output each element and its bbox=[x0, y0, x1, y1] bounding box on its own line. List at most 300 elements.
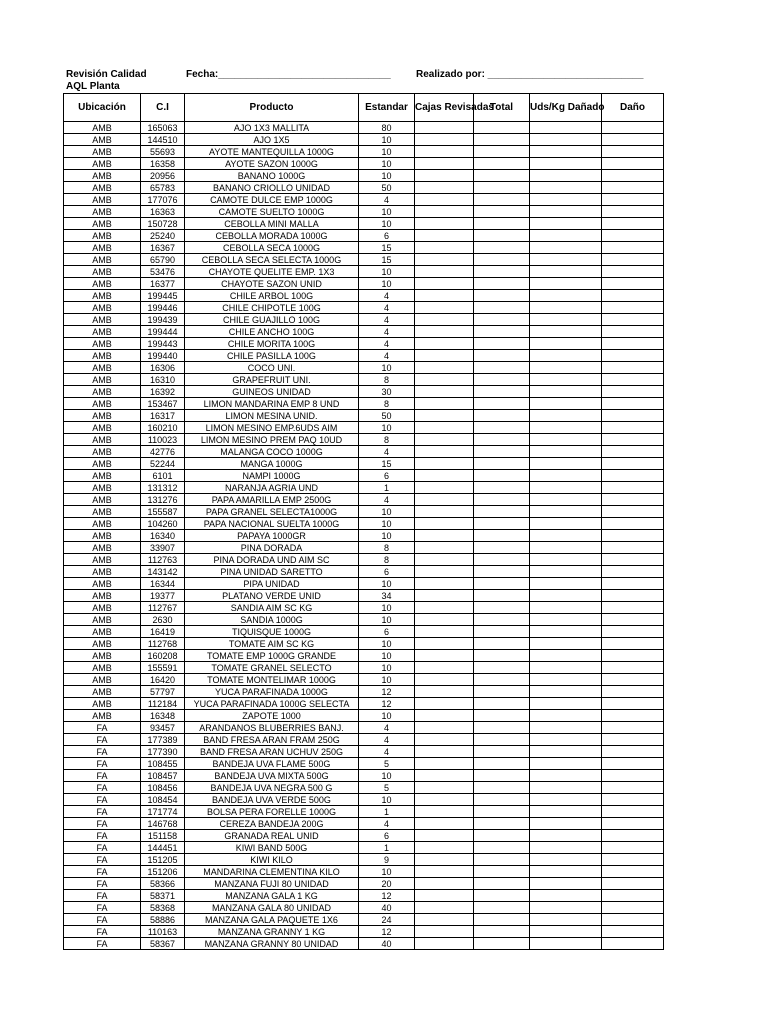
cell-dano[interactable] bbox=[602, 194, 664, 206]
cell-uds-danado[interactable] bbox=[530, 458, 602, 470]
cell-estandar: 80 bbox=[359, 122, 415, 134]
cell-uds-danado[interactable] bbox=[530, 446, 602, 458]
cell-uds-danado[interactable] bbox=[530, 422, 602, 434]
cell-total[interactable] bbox=[474, 206, 530, 218]
cell-total[interactable] bbox=[474, 266, 530, 278]
cell-cajas-revisadas[interactable] bbox=[415, 722, 474, 734]
cell-uds-danado[interactable] bbox=[530, 170, 602, 182]
cell-cajas-revisadas[interactable] bbox=[415, 770, 474, 782]
cell-uds-danado[interactable] bbox=[530, 914, 602, 926]
cell-cajas-revisadas[interactable] bbox=[415, 806, 474, 818]
cell-uds-danado[interactable] bbox=[530, 698, 602, 710]
cell-total[interactable] bbox=[474, 650, 530, 662]
cell-cajas-revisadas[interactable] bbox=[415, 782, 474, 794]
cell-total[interactable] bbox=[474, 614, 530, 626]
cell-producto: MANZANA FUJI 80 UNIDAD bbox=[185, 878, 359, 890]
cell-dano[interactable] bbox=[602, 794, 664, 806]
cell-dano[interactable] bbox=[602, 902, 664, 914]
cell-dano[interactable] bbox=[602, 554, 664, 566]
cell-total[interactable] bbox=[474, 854, 530, 866]
cell-dano[interactable] bbox=[602, 266, 664, 278]
cell-uds-danado[interactable] bbox=[530, 302, 602, 314]
cell-uds-danado[interactable] bbox=[530, 602, 602, 614]
cell-dano[interactable] bbox=[602, 482, 664, 494]
cell-producto: MANDARINA CLEMENTINA KILO bbox=[185, 866, 359, 878]
cell-uds-danado[interactable] bbox=[530, 926, 602, 938]
cell-uds-danado[interactable] bbox=[530, 710, 602, 722]
cell-uds-danado[interactable] bbox=[530, 770, 602, 782]
cell-estandar: 10 bbox=[359, 158, 415, 170]
cell-total[interactable] bbox=[474, 890, 530, 902]
cell-uds-danado[interactable] bbox=[530, 290, 602, 302]
table-row bbox=[64, 890, 664, 902]
cell-uds-danado[interactable] bbox=[530, 398, 602, 410]
cell-uds-danado[interactable] bbox=[530, 314, 602, 326]
cell-uds-danado[interactable] bbox=[530, 830, 602, 842]
cell-cajas-revisadas[interactable] bbox=[415, 698, 474, 710]
cell-dano[interactable] bbox=[602, 518, 664, 530]
cell-cajas-revisadas[interactable] bbox=[415, 326, 474, 338]
cell-cajas-revisadas[interactable] bbox=[415, 506, 474, 518]
cell-dano[interactable] bbox=[602, 590, 664, 602]
cell-total[interactable] bbox=[474, 182, 530, 194]
table-header-row bbox=[64, 94, 664, 122]
cell-dano[interactable] bbox=[602, 434, 664, 446]
cell-uds-danado[interactable] bbox=[530, 782, 602, 794]
cell-total[interactable] bbox=[474, 350, 530, 362]
cell-dano[interactable] bbox=[602, 506, 664, 518]
cell-uds-danado[interactable] bbox=[530, 866, 602, 878]
cell-ubicacion: AMB bbox=[64, 266, 141, 278]
cell-cajas-revisadas[interactable] bbox=[415, 674, 474, 686]
cell-dano[interactable] bbox=[602, 926, 664, 938]
cell-uds-danado[interactable] bbox=[530, 662, 602, 674]
cell-uds-danado[interactable] bbox=[530, 362, 602, 374]
cell-dano[interactable] bbox=[602, 218, 664, 230]
cell-cajas-revisadas[interactable] bbox=[415, 230, 474, 242]
cell-dano[interactable] bbox=[602, 122, 664, 134]
cell-uds-danado[interactable] bbox=[530, 518, 602, 530]
cell-uds-danado[interactable] bbox=[530, 638, 602, 650]
cell-total[interactable] bbox=[474, 134, 530, 146]
cell-total[interactable] bbox=[474, 506, 530, 518]
cell-total[interactable] bbox=[474, 122, 530, 134]
cell-cajas-revisadas[interactable] bbox=[415, 614, 474, 626]
cell-cajas-revisadas[interactable] bbox=[415, 434, 474, 446]
cell-dano[interactable] bbox=[602, 362, 664, 374]
cell-dano[interactable] bbox=[602, 314, 664, 326]
cell-cajas-revisadas[interactable] bbox=[415, 206, 474, 218]
cell-dano[interactable] bbox=[602, 290, 664, 302]
cell-dano[interactable] bbox=[602, 734, 664, 746]
cell-total[interactable] bbox=[474, 770, 530, 782]
cell-cajas-revisadas[interactable] bbox=[415, 794, 474, 806]
cell-uds-danado[interactable] bbox=[530, 734, 602, 746]
cell-uds-danado[interactable] bbox=[530, 854, 602, 866]
cell-dano[interactable] bbox=[602, 626, 664, 638]
cell-total[interactable] bbox=[474, 686, 530, 698]
cell-dano[interactable] bbox=[602, 650, 664, 662]
cell-total[interactable] bbox=[474, 578, 530, 590]
cell-total[interactable] bbox=[474, 554, 530, 566]
cell-total[interactable] bbox=[474, 902, 530, 914]
cell-cajas-revisadas[interactable] bbox=[415, 926, 474, 938]
cell-dano[interactable] bbox=[602, 770, 664, 782]
cell-dano[interactable] bbox=[602, 698, 664, 710]
cell-dano[interactable] bbox=[602, 662, 664, 674]
cell-total[interactable] bbox=[474, 314, 530, 326]
cell-dano[interactable] bbox=[602, 242, 664, 254]
cell-uds-danado[interactable] bbox=[530, 938, 602, 950]
cell-total[interactable] bbox=[474, 230, 530, 242]
cell-cajas-revisadas[interactable] bbox=[415, 710, 474, 722]
cell-cajas-revisadas[interactable] bbox=[415, 482, 474, 494]
cell-uds-danado[interactable] bbox=[530, 686, 602, 698]
cell-total[interactable] bbox=[474, 290, 530, 302]
cell-uds-danado[interactable] bbox=[530, 338, 602, 350]
cell-uds-danado[interactable] bbox=[530, 470, 602, 482]
cell-cajas-revisadas[interactable] bbox=[415, 566, 474, 578]
cell-cajas-revisadas[interactable] bbox=[415, 158, 474, 170]
cell-uds-danado[interactable] bbox=[530, 230, 602, 242]
cell-producto: AJO 1X3 MALLITA bbox=[185, 122, 359, 134]
cell-total[interactable] bbox=[474, 806, 530, 818]
cell-total[interactable] bbox=[474, 842, 530, 854]
cell-uds-danado[interactable] bbox=[530, 674, 602, 686]
cell-cajas-revisadas[interactable] bbox=[415, 818, 474, 830]
cell-cajas-revisadas[interactable] bbox=[415, 854, 474, 866]
cell-total[interactable] bbox=[474, 734, 530, 746]
cell-total[interactable] bbox=[474, 590, 530, 602]
cell-dano[interactable] bbox=[602, 782, 664, 794]
cell-ubicacion: FA bbox=[64, 758, 141, 770]
cell-uds-danado[interactable] bbox=[530, 794, 602, 806]
cell-cajas-revisadas[interactable] bbox=[415, 578, 474, 590]
cell-uds-danado[interactable] bbox=[530, 326, 602, 338]
cell-uds-danado[interactable] bbox=[530, 746, 602, 758]
cell-dano[interactable] bbox=[602, 878, 664, 890]
cell-uds-danado[interactable] bbox=[530, 182, 602, 194]
cell-dano[interactable] bbox=[602, 758, 664, 770]
cell-dano[interactable] bbox=[602, 458, 664, 470]
cell-dano[interactable] bbox=[602, 494, 664, 506]
cell-dano[interactable] bbox=[602, 914, 664, 926]
cell-dano[interactable] bbox=[602, 542, 664, 554]
cell-total[interactable] bbox=[474, 566, 530, 578]
cell-dano[interactable] bbox=[602, 602, 664, 614]
cell-total[interactable] bbox=[474, 938, 530, 950]
cell-ci: 155587 bbox=[141, 506, 185, 518]
cell-total[interactable] bbox=[474, 746, 530, 758]
cell-uds-danado[interactable] bbox=[530, 386, 602, 398]
cell-cajas-revisadas[interactable] bbox=[415, 866, 474, 878]
cell-dano[interactable] bbox=[602, 830, 664, 842]
cell-dano[interactable] bbox=[602, 530, 664, 542]
cell-cajas-revisadas[interactable] bbox=[415, 650, 474, 662]
cell-total[interactable] bbox=[474, 830, 530, 842]
cell-total[interactable] bbox=[474, 446, 530, 458]
cell-cajas-revisadas[interactable] bbox=[415, 554, 474, 566]
cell-dano[interactable] bbox=[602, 146, 664, 158]
cell-dano[interactable] bbox=[602, 806, 664, 818]
cell-cajas-revisadas[interactable] bbox=[415, 842, 474, 854]
cell-cajas-revisadas[interactable] bbox=[415, 362, 474, 374]
cell-dano[interactable] bbox=[602, 566, 664, 578]
cell-cajas-revisadas[interactable] bbox=[415, 278, 474, 290]
cell-cajas-revisadas[interactable] bbox=[415, 638, 474, 650]
cell-cajas-revisadas[interactable] bbox=[415, 302, 474, 314]
cell-uds-danado[interactable] bbox=[530, 278, 602, 290]
cell-total[interactable] bbox=[474, 698, 530, 710]
cell-cajas-revisadas[interactable] bbox=[415, 350, 474, 362]
cell-cajas-revisadas[interactable] bbox=[415, 314, 474, 326]
cell-producto: PAPAYA 1000GR bbox=[185, 530, 359, 542]
cell-cajas-revisadas[interactable] bbox=[415, 662, 474, 674]
cell-cajas-revisadas[interactable] bbox=[415, 194, 474, 206]
cell-uds-danado[interactable] bbox=[530, 890, 602, 902]
cell-uds-danado[interactable] bbox=[530, 542, 602, 554]
cell-dano[interactable] bbox=[602, 638, 664, 650]
cell-cajas-revisadas[interactable] bbox=[415, 914, 474, 926]
cell-ci: 143142 bbox=[141, 566, 185, 578]
cell-dano[interactable] bbox=[602, 842, 664, 854]
cell-cajas-revisadas[interactable] bbox=[415, 386, 474, 398]
cell-total[interactable] bbox=[474, 674, 530, 686]
cell-uds-danado[interactable] bbox=[530, 158, 602, 170]
cell-cajas-revisadas[interactable] bbox=[415, 374, 474, 386]
cell-cajas-revisadas[interactable] bbox=[415, 410, 474, 422]
cell-ubicacion: AMB bbox=[64, 542, 141, 554]
cell-uds-danado[interactable] bbox=[530, 482, 602, 494]
cell-producto: ARANDANOS BLUBERRIES BANJ. bbox=[185, 722, 359, 734]
cell-dano[interactable] bbox=[602, 410, 664, 422]
cell-total[interactable] bbox=[474, 914, 530, 926]
cell-total[interactable] bbox=[474, 926, 530, 938]
cell-dano[interactable] bbox=[602, 866, 664, 878]
cell-uds-danado[interactable] bbox=[530, 818, 602, 830]
cell-dano[interactable] bbox=[602, 614, 664, 626]
cell-cajas-revisadas[interactable] bbox=[415, 170, 474, 182]
cell-cajas-revisadas[interactable] bbox=[415, 530, 474, 542]
cell-total[interactable] bbox=[474, 518, 530, 530]
cell-uds-danado[interactable] bbox=[530, 806, 602, 818]
cell-total[interactable] bbox=[474, 710, 530, 722]
cell-cajas-revisadas[interactable] bbox=[415, 902, 474, 914]
cell-total[interactable] bbox=[474, 362, 530, 374]
cell-total[interactable] bbox=[474, 638, 530, 650]
cell-cajas-revisadas[interactable] bbox=[415, 458, 474, 470]
cell-cajas-revisadas[interactable] bbox=[415, 266, 474, 278]
cell-total[interactable] bbox=[474, 662, 530, 674]
cell-uds-danado[interactable] bbox=[530, 878, 602, 890]
cell-cajas-revisadas[interactable] bbox=[415, 338, 474, 350]
table-row bbox=[64, 254, 664, 266]
cell-uds-danado[interactable] bbox=[530, 758, 602, 770]
cell-uds-danado[interactable] bbox=[530, 578, 602, 590]
cell-uds-danado[interactable] bbox=[530, 206, 602, 218]
cell-dano[interactable] bbox=[602, 722, 664, 734]
cell-uds-danado[interactable] bbox=[530, 650, 602, 662]
cell-cajas-revisadas[interactable] bbox=[415, 446, 474, 458]
cell-dano[interactable] bbox=[602, 422, 664, 434]
cell-cajas-revisadas[interactable] bbox=[415, 590, 474, 602]
cell-uds-danado[interactable] bbox=[530, 494, 602, 506]
cell-dano[interactable] bbox=[602, 230, 664, 242]
cell-producto: PAPA GRANEL SELECTA1000G bbox=[185, 506, 359, 518]
cell-uds-danado[interactable] bbox=[530, 194, 602, 206]
cell-dano[interactable] bbox=[602, 470, 664, 482]
cell-dano[interactable] bbox=[602, 938, 664, 950]
cell-uds-danado[interactable] bbox=[530, 842, 602, 854]
cell-cajas-revisadas[interactable] bbox=[415, 146, 474, 158]
cell-cajas-revisadas[interactable] bbox=[415, 542, 474, 554]
cell-total[interactable] bbox=[474, 410, 530, 422]
cell-dano[interactable] bbox=[602, 350, 664, 362]
cell-uds-danado[interactable] bbox=[530, 266, 602, 278]
cell-cajas-revisadas[interactable] bbox=[415, 494, 474, 506]
cell-cajas-revisadas[interactable] bbox=[415, 254, 474, 266]
cell-dano[interactable] bbox=[602, 890, 664, 902]
cell-uds-danado[interactable] bbox=[530, 134, 602, 146]
cell-dano[interactable] bbox=[602, 446, 664, 458]
cell-uds-danado[interactable] bbox=[530, 434, 602, 446]
cell-cajas-revisadas[interactable] bbox=[415, 470, 474, 482]
cell-dano[interactable] bbox=[602, 206, 664, 218]
cell-cajas-revisadas[interactable] bbox=[415, 890, 474, 902]
cell-dano[interactable] bbox=[602, 578, 664, 590]
cell-total[interactable] bbox=[474, 482, 530, 494]
cell-total[interactable] bbox=[474, 170, 530, 182]
cell-cajas-revisadas[interactable] bbox=[415, 242, 474, 254]
cell-producto: CHILE MORITA 100G bbox=[185, 338, 359, 350]
cell-dano[interactable] bbox=[602, 170, 664, 182]
col-header-cajas-revisadas: Cajas Revisadas bbox=[415, 94, 474, 122]
cell-total[interactable] bbox=[474, 794, 530, 806]
cell-dano[interactable] bbox=[602, 386, 664, 398]
cell-total[interactable] bbox=[474, 278, 530, 290]
cell-uds-danado[interactable] bbox=[530, 410, 602, 422]
cell-uds-danado[interactable] bbox=[530, 146, 602, 158]
cell-dano[interactable] bbox=[602, 278, 664, 290]
cell-cajas-revisadas[interactable] bbox=[415, 422, 474, 434]
cell-cajas-revisadas[interactable] bbox=[415, 182, 474, 194]
cell-cajas-revisadas[interactable] bbox=[415, 134, 474, 146]
cell-total[interactable] bbox=[474, 398, 530, 410]
cell-total[interactable] bbox=[474, 302, 530, 314]
cell-total[interactable] bbox=[474, 758, 530, 770]
cell-dano[interactable] bbox=[602, 674, 664, 686]
cell-dano[interactable] bbox=[602, 338, 664, 350]
cell-dano[interactable] bbox=[602, 710, 664, 722]
cell-cajas-revisadas[interactable] bbox=[415, 518, 474, 530]
cell-estandar: 4 bbox=[359, 818, 415, 830]
cell-dano[interactable] bbox=[602, 134, 664, 146]
cell-total[interactable] bbox=[474, 878, 530, 890]
cell-total[interactable] bbox=[474, 782, 530, 794]
cell-uds-danado[interactable] bbox=[530, 566, 602, 578]
cell-cajas-revisadas[interactable] bbox=[415, 938, 474, 950]
cell-total[interactable] bbox=[474, 866, 530, 878]
cell-total[interactable] bbox=[474, 494, 530, 506]
cell-total[interactable] bbox=[474, 338, 530, 350]
cell-ci: 199440 bbox=[141, 350, 185, 362]
cell-ubicacion: AMB bbox=[64, 398, 141, 410]
cell-cajas-revisadas[interactable] bbox=[415, 686, 474, 698]
cell-dano[interactable] bbox=[602, 158, 664, 170]
cell-total[interactable] bbox=[474, 146, 530, 158]
cell-dano[interactable] bbox=[602, 818, 664, 830]
cell-producto: NARANJA AGRIA UND bbox=[185, 482, 359, 494]
cell-dano[interactable] bbox=[602, 254, 664, 266]
cell-dano[interactable] bbox=[602, 686, 664, 698]
cell-total[interactable] bbox=[474, 434, 530, 446]
cell-cajas-revisadas[interactable] bbox=[415, 830, 474, 842]
cell-cajas-revisadas[interactable] bbox=[415, 122, 474, 134]
cell-uds-danado[interactable] bbox=[530, 722, 602, 734]
cell-total[interactable] bbox=[474, 242, 530, 254]
cell-cajas-revisadas[interactable] bbox=[415, 290, 474, 302]
cell-uds-danado[interactable] bbox=[530, 218, 602, 230]
cell-cajas-revisadas[interactable] bbox=[415, 878, 474, 890]
cell-total[interactable] bbox=[474, 722, 530, 734]
cell-uds-danado[interactable] bbox=[530, 554, 602, 566]
cell-uds-danado[interactable] bbox=[530, 902, 602, 914]
cell-total[interactable] bbox=[474, 194, 530, 206]
cell-uds-danado[interactable] bbox=[530, 350, 602, 362]
cell-total[interactable] bbox=[474, 530, 530, 542]
cell-uds-danado[interactable] bbox=[530, 242, 602, 254]
cell-uds-danado[interactable] bbox=[530, 506, 602, 518]
cell-cajas-revisadas[interactable] bbox=[415, 734, 474, 746]
cell-total[interactable] bbox=[474, 422, 530, 434]
cell-total[interactable] bbox=[474, 626, 530, 638]
cell-dano[interactable] bbox=[602, 326, 664, 338]
cell-uds-danado[interactable] bbox=[530, 590, 602, 602]
cell-cajas-revisadas[interactable] bbox=[415, 746, 474, 758]
cell-dano[interactable] bbox=[602, 398, 664, 410]
cell-total[interactable] bbox=[474, 326, 530, 338]
cell-total[interactable] bbox=[474, 218, 530, 230]
cell-dano[interactable] bbox=[602, 746, 664, 758]
cell-uds-danado[interactable] bbox=[530, 122, 602, 134]
cell-uds-danado[interactable] bbox=[530, 530, 602, 542]
cell-uds-danado[interactable] bbox=[530, 254, 602, 266]
cell-uds-danado[interactable] bbox=[530, 614, 602, 626]
cell-cajas-revisadas[interactable] bbox=[415, 218, 474, 230]
cell-dano[interactable] bbox=[602, 302, 664, 314]
cell-total[interactable] bbox=[474, 818, 530, 830]
cell-dano[interactable] bbox=[602, 182, 664, 194]
cell-cajas-revisadas[interactable] bbox=[415, 758, 474, 770]
cell-uds-danado[interactable] bbox=[530, 626, 602, 638]
cell-dano[interactable] bbox=[602, 854, 664, 866]
cell-total[interactable] bbox=[474, 386, 530, 398]
cell-total[interactable] bbox=[474, 602, 530, 614]
cell-uds-danado[interactable] bbox=[530, 374, 602, 386]
cell-total[interactable] bbox=[474, 470, 530, 482]
cell-dano[interactable] bbox=[602, 374, 664, 386]
cell-cajas-revisadas[interactable] bbox=[415, 398, 474, 410]
cell-total[interactable] bbox=[474, 458, 530, 470]
cell-total[interactable] bbox=[474, 254, 530, 266]
cell-cajas-revisadas[interactable] bbox=[415, 602, 474, 614]
cell-total[interactable] bbox=[474, 374, 530, 386]
cell-total[interactable] bbox=[474, 542, 530, 554]
cell-cajas-revisadas[interactable] bbox=[415, 626, 474, 638]
cell-total[interactable] bbox=[474, 158, 530, 170]
cell-ci: 55693 bbox=[141, 146, 185, 158]
cell-ci: 199446 bbox=[141, 302, 185, 314]
